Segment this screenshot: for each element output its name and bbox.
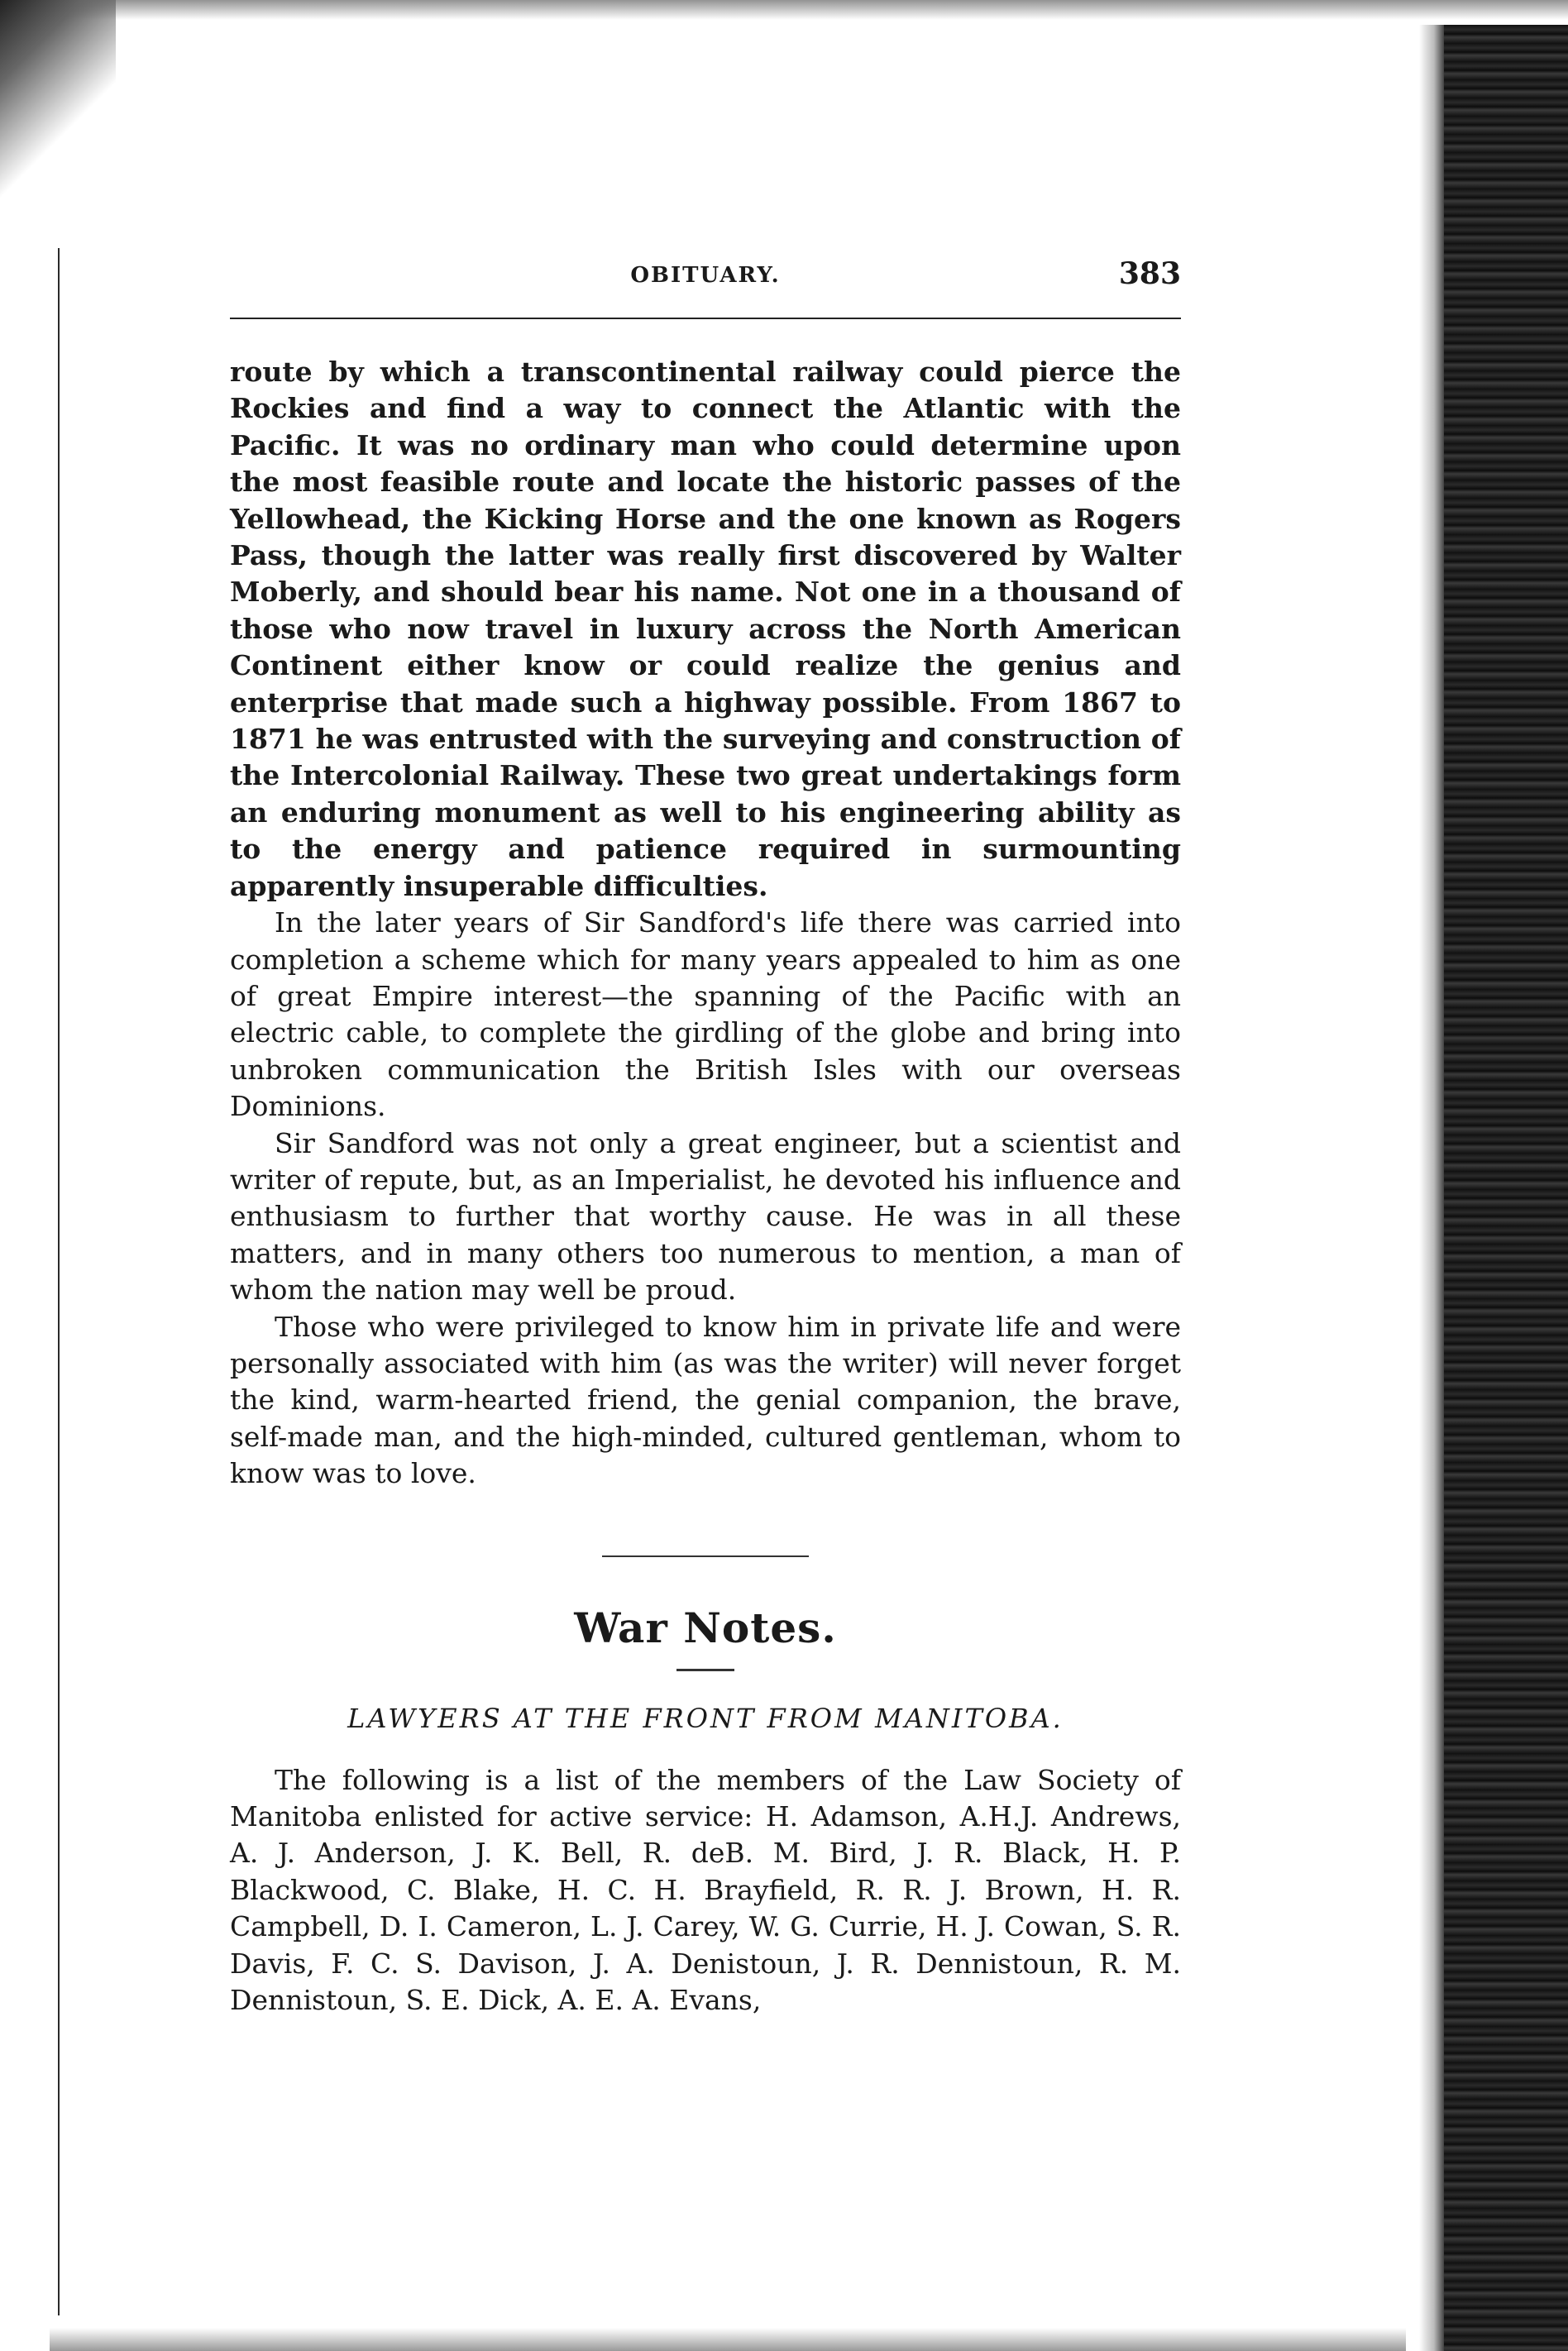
section-subtitle: LAWYERS AT THE FRONT FROM MANITOBA. [347,1702,1064,1734]
running-head [230,240,1181,289]
obituary-paragraph: Sir Sandford was not only a great engineer, but a scientist and writer of repute, but, as an Imperialist, he devoted his influence and enthusiasm to further that worthy cause. He was in all these matters, and in many others too numerous to mention, a man of whom the nation may well be proud. [230,1126,1181,1307]
scan-left-margin-line [58,248,60,2315]
page-content [230,240,1181,2019]
obituary-paragraph: Those who were privileged to know him in private life and were personally associated with him (as was the writer) will never forget the kind, warm-hearted friend, the genial companion, the brave, self-made man, and the high-minded, cultured gentleman, whom to know was to love. [230,1310,1181,1490]
scan-corner-shadow [0,0,116,215]
scan-bottom-edge [50,2328,1406,2351]
enlisted-list [230,1762,1181,2019]
page-number: 383 [1118,256,1181,291]
scan-spine-shadow [1419,25,1444,2351]
header-rule [230,318,1181,319]
section-title: War Notes. [574,1603,837,1652]
enlisted-list-paragraph: The following is a list of the members of the Law Society of Manitoba enlisted for active service: H. Adamson, A.H.J. Andrews, A. J. Anderson, J. K. Bell, R. deB. M. Bird, J. R. Black, H. P. Blackwood, C. Blake, H. C. H. Brayfield, R. R. J. Brown, H. R. Campbell, D. I. Cameron, L. J. Carey, W. G. Currie, H. J. Cowan, S. R. Davis, F. C. S. Davison, J. A. Denistoun, J. R. Dennistoun, R. M. Dennistoun, S. E. Dick, A. E. A. Evans, [230,1763,1181,2017]
section-divider [602,1555,809,1557]
title-rule [676,1669,734,1671]
obituary-text [230,354,1181,1493]
obituary-paragraph: route by which a transcontinental railway could pierce the Rockies and find a way to connect the Atlantic with the Pacific. It was no ordinary man who could determine upon the most feasible route and locate the historic passes of the Yellowhead, the Kicking Horse and the one known as Rogers Pass, though the latter was really first discovered by Walter Moberly, and should bear his name. Not one in a thousand of those who now travel in luxury across the North American Continent either know or could realize the genius and enterprise that made such a highway possible. From 1867 to 1871 he was entrusted with the surveying and construction of the Intercolonial Railway. These two great undertakings form an enduring monument as well to his engineering ability as to the energy and patience required in surmounting apparently insuperable difficulties. [230,356,1181,902]
obituary-paragraph: In the later years of Sir Sandford's life there was carried into completion a scheme which for many years appealed to him as one of great Empire interest—the spanning of the Pacific with an electric cable, to complete the girdling of the globe and bring into unbroken communication the British Isles with our overseas Dominions. [230,906,1181,1123]
book-spine [1444,25,1568,2351]
scan-top-edge [0,0,1568,20]
running-title: OBITUARY. [630,263,781,288]
